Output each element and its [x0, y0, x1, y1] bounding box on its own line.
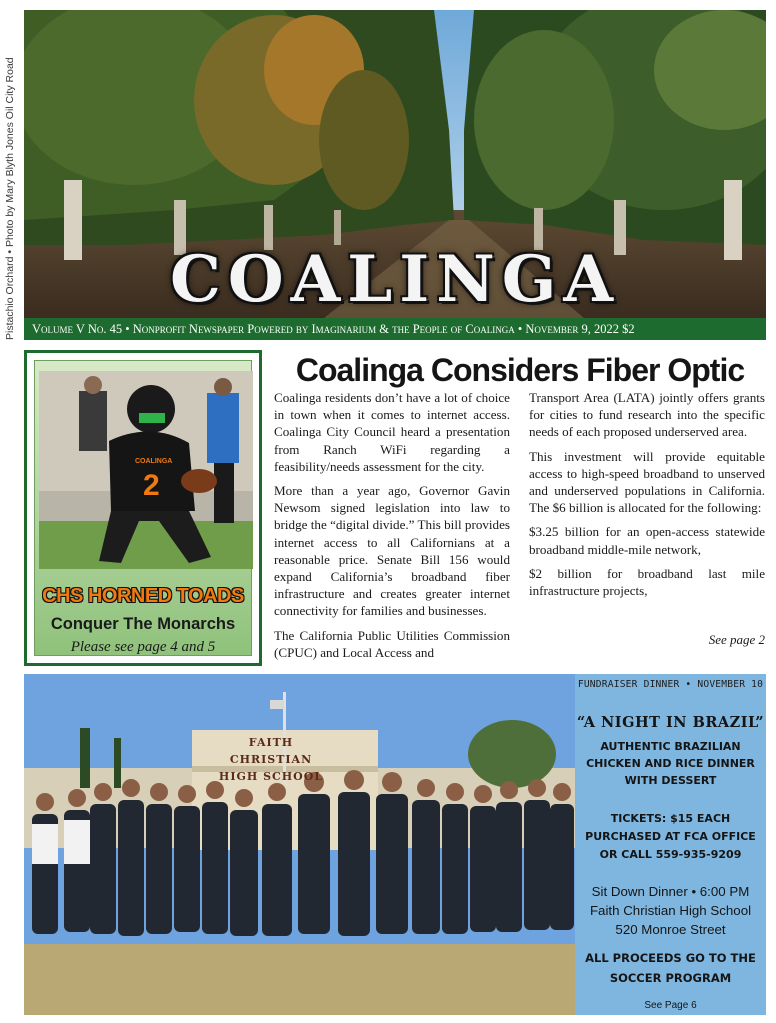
fundraiser-ticket-line: OR CALL 559-935-9209 — [599, 848, 742, 861]
fundraiser-proceeds-line: SOCCER PROGRAM — [609, 971, 732, 985]
fundraiser-menu-line: CHICKEN AND RICE DINNER — [586, 757, 755, 770]
fundraiser-see-page: See Page 6 — [644, 1000, 697, 1011]
feature-see-page: Please see page 4 and 5 — [70, 639, 216, 655]
article-paragraph: $2 billion for broadband last mile infrastructure projects, — [529, 565, 765, 599]
article-column-2 — [529, 389, 765, 606]
fundraiser-menu-line: AUTHENTIC BRAZILIAN — [600, 740, 741, 753]
issue-info-bar: Volume V No. 45 • Nonprofit Newspaper Powered by Imaginarium & the People of Coalinga • November 9, 2022 $2 — [24, 318, 766, 340]
article-column-1 — [274, 389, 510, 668]
article-see-page: See page 2 — [708, 632, 765, 647]
article-headline: Coalinga Considers Fiber Optic — [295, 352, 745, 388]
fundraiser-tickets — [575, 810, 766, 864]
fundraiser-proceeds-line: ALL PROCEEDS GO TO THE — [585, 951, 756, 965]
football-player-photo — [39, 371, 253, 569]
article-paragraph: More than a year ago, Governor Gavin Newsom signed legislation into law to bridge the “digital divide.” This bill provides internet access to all Californians at a reasonable price. Senate Bill 156 would expand California’s broadband fiber infrastructure and creates greater internet connectivity for families and businesses. — [274, 483, 510, 619]
article-paragraph: This investment will provide equitable access to high-speed broadband to unserved and underserved populations in California. The $6 billion is allocated for the following: — [529, 448, 765, 516]
fundraiser-details — [575, 882, 766, 939]
fundraiser-ticket-line: TICKETS: $15 EACH — [610, 812, 731, 825]
school-sign-line: FAITH CHRISTIAN — [229, 736, 313, 766]
article-paragraph: The California Public Utilities Commission (CPUC) and Local Access and — [274, 627, 510, 660]
article-paragraph: Transport Area (LATA) jointly offers grants for cities to fund research into the specific needs of each proposed underserved area. — [529, 390, 765, 440]
masthead-photo — [24, 10, 766, 318]
fundraiser-detail-line: Sit Down Dinner • 6:00 PM — [591, 884, 750, 899]
photo-credit: Pistachio Orchard • Photo by Mary Blyth Jones Oil City Road — [4, 57, 16, 340]
feature-subhead: Conquer The Monarchs — [50, 615, 236, 633]
school-sign — [210, 734, 332, 785]
fundraiser-detail-line: 520 Monroe Street — [615, 922, 726, 937]
jersey-number: 2 — [143, 469, 160, 502]
fundraiser-proceeds — [575, 948, 766, 988]
fundraiser-detail-line: Faith Christian High School — [589, 903, 752, 918]
fundraiser-menu-line: WITH DESSERT — [624, 774, 717, 787]
fundraiser-title: “A NIGHT IN BRAZIL” — [576, 714, 765, 731]
article-paragraph: Coalinga residents don’t have a lot of choice in town when it comes to internet access. Coalinga City Council heard a presentation from Ranch WiFi regarding a feasibility/needs assessment for the city. — [274, 390, 510, 474]
football-illustration — [39, 371, 253, 569]
school-sign-line: HIGH SCHOOL — [218, 770, 324, 783]
team-illustration — [24, 674, 575, 1015]
feature-panel — [34, 360, 252, 656]
soccer-team-photo — [24, 674, 575, 1015]
fundraiser-ticket-line: PURCHASED AT FCA OFFICE — [585, 830, 756, 843]
feature-box — [24, 350, 262, 666]
fundraiser-ad — [575, 674, 766, 1015]
fundraiser-date: FUNDRAISER DINNER • NOVEMBER 10 — [577, 679, 764, 690]
feature-headline: CHS HORNED TOADS — [42, 585, 244, 607]
newspaper-title: COALINGA — [169, 242, 621, 317]
jersey-text: COALINGA — [135, 458, 173, 465]
fundraiser-menu — [575, 738, 766, 789]
article-paragraph: $3.25 billion for an open-access statewide broadband middle-mile network, — [529, 524, 765, 557]
